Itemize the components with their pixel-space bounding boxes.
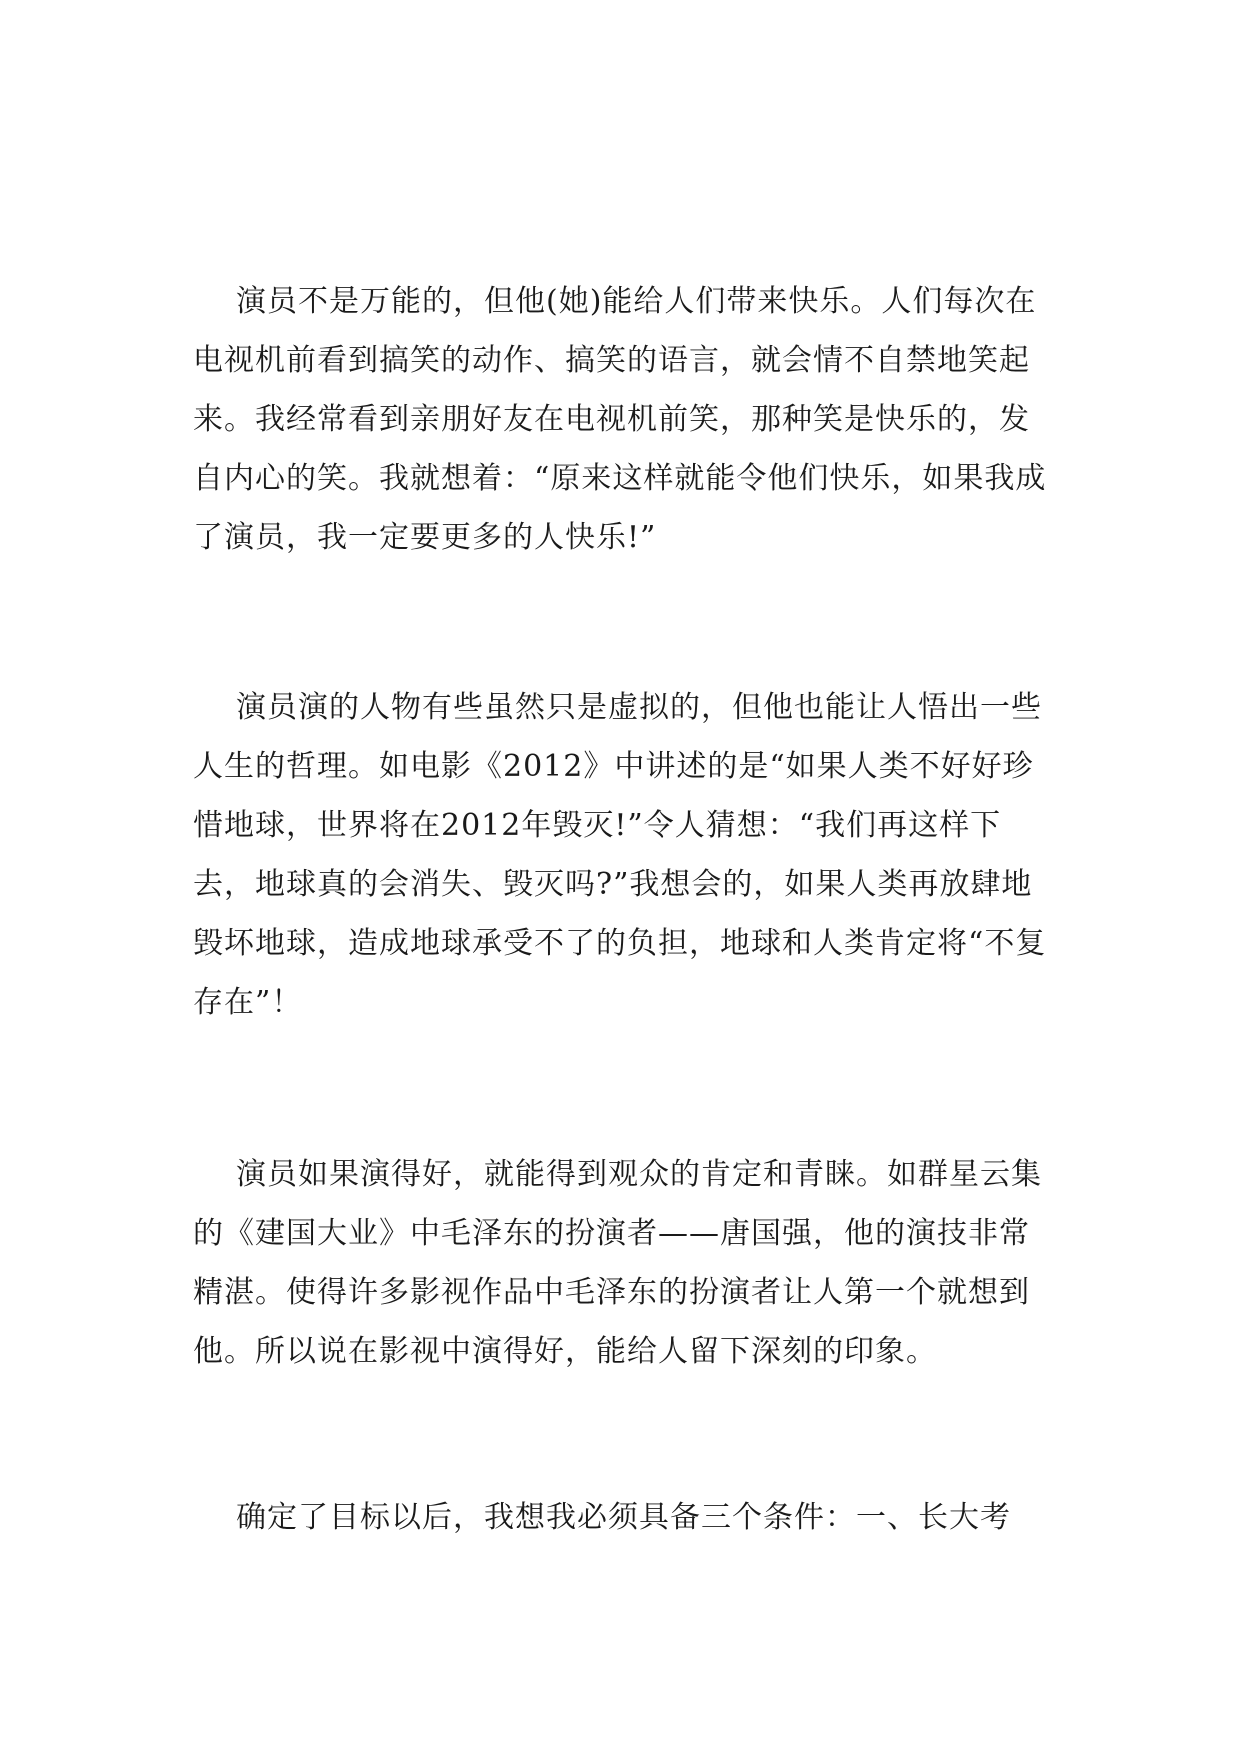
paragraph-1: 演员不是万能的，但他(她)能给人们带来快乐。人们每次在电视机前看到搞笑的动作、搞笑的语言，就会情不自禁地笑起来。我经常看到亲朋好友在电视机前笑，那种笑是快乐的，发自内心的笑。我就想着：“原来这样就能令他们快乐，如果我成了演员，我一定要更多的人快乐!” — [193, 284, 1047, 555]
paragraph-3: 演员如果演得好，就能得到观众的肯定和青睐。如群星云集的《建国大业》中毛泽东的扮演者——唐国强，他的演技非常精湛。使得许多影视作品中毛泽东的扮演者让人第一个就想到他。所以说在影视中演得好，能给人留下深刻的印象。 — [193, 1157, 1042, 1369]
paragraph-2: 演员演的人物有些虽然只是虚拟的，但他也能让人悟出一些人生的哲理。如电影《2012》中讲述的是“如果人类不好好珍惜地球，世界将在2012年毁灭!”令人猜想：“我们再这样下去，地球真的会消失、毁灭吗?”我想会的，如果人类再放肆地毁坏地球，造成地球承受不了的负担，地球和人类肯定将“不复存在”！ — [193, 690, 1047, 1020]
paragraph-4: 确定了目标以后，我想我必须具备三个条件：一、长大考 — [236, 1500, 1011, 1535]
